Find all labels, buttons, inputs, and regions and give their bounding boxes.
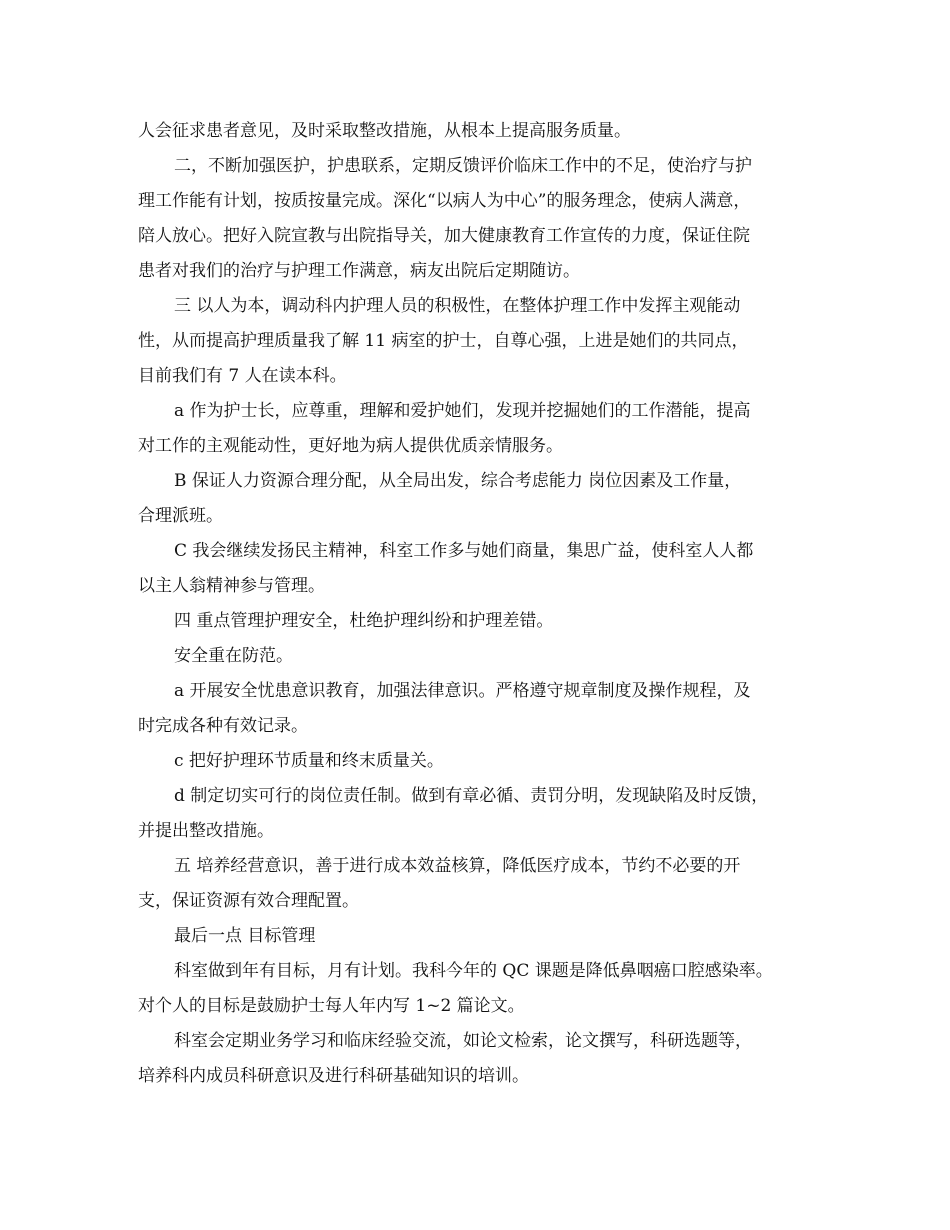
text-line: d 制定切实可行的岗位责任制。做到有章必循、责罚分明，发现缺陷及时反馈， xyxy=(174,786,769,806)
text-line: B 保证人力资源合理分配，从全局出发，综合考虑能力 岗位因素及工作量， xyxy=(174,471,742,491)
text-line: a 开展安全忧患意识教育，加强法律意识。严格遵守规章制度及操作规程，及 xyxy=(174,681,751,701)
text-line: 以主人翁精神参与管理。 xyxy=(138,576,325,596)
text-line: 理工作能有计划，按质按量完成。深化“以病人为中心”的服务理念，使病人满意， xyxy=(138,191,751,211)
text-line: 二，不断加强医护，护患联系，定期反馈评价临床工作中的不足，使治疗与护 xyxy=(174,156,752,176)
text-line: 患者对我们的治疗与护理工作满意，病友出院后定期随访。 xyxy=(138,261,580,281)
text-line: 科室做到年有目标，月有计划。我科今年的 QC 课题是降低鼻咽癌口腔感染率。 xyxy=(174,961,773,981)
text-line: 人会征求患者意见，及时采取整改措施，从根本上提高服务质量。 xyxy=(138,121,631,141)
text-line: 五 培养经营意识，善于进行成本效益核算，降低医疗成本，节约不必要的开 xyxy=(174,856,741,876)
document-body xyxy=(138,114,828,1094)
text-line: 安全重在防范。 xyxy=(174,646,293,666)
text-line: c 把好护理环节质量和终末质量关。 xyxy=(174,751,444,771)
text-line: 合理派班。 xyxy=(138,506,223,526)
text-line: 对工作的主观能动性，更好地为病人提供优质亲情服务。 xyxy=(138,436,563,456)
text-line: C 我会继续发扬民主精神，科室工作多与她们商量，集思广益，使科室人人都 xyxy=(174,541,754,561)
text-line: 时完成各种有效记录。 xyxy=(138,716,308,736)
text-line: 三 以人为本，调动科内护理人员的积极性，在整体护理工作中发挥主观能动 xyxy=(174,296,741,316)
text-line: 并提出整改措施。 xyxy=(138,821,274,841)
text-line: 科室会定期业务学习和临床经验交流，如论文检索，论文撰写，科研选题等， xyxy=(174,1031,752,1051)
text-line: 陪人放心。把好入院宣教与出院指导关，加大健康教育工作宣传的力度，保证住院 xyxy=(138,226,750,246)
text-line: 支，保证资源有效合理配置。 xyxy=(138,891,359,911)
text-line: 四 重点管理护理安全，杜绝护理纠纷和护理差错。 xyxy=(174,611,554,631)
text-line: 最后一点 目标管理 xyxy=(174,926,316,946)
text-line: 性，从而提高护理质量我了解 11 病室的护士，自尊心强，上进是她们的共同点， xyxy=(138,331,749,351)
text-line: a 作为护士长，应尊重，理解和爱护她们，发现并挖掘她们的工作潜能，提高 xyxy=(174,401,751,421)
text-line: 对个人的目标是鼓励护士每人年内写 1~2 篇论文。 xyxy=(138,996,525,1016)
text-line: 培养科内成员科研意识及进行科研基础知识的培训。 xyxy=(138,1066,529,1086)
text-line: 目前我们有 7 人在读本科。 xyxy=(138,366,347,386)
